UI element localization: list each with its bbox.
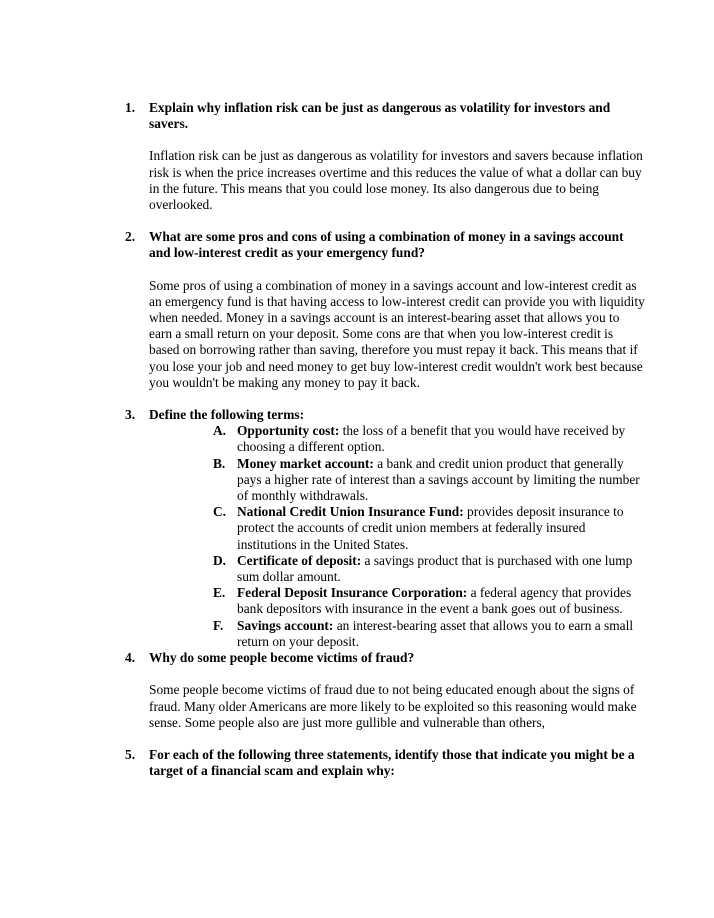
question-text: For each of the following three statements, identify those that indicate you might be a target of a financial scam and explain why: xyxy=(149,746,635,779)
term-item xyxy=(213,504,645,553)
term-letter: D. xyxy=(213,552,227,568)
question-4 xyxy=(125,650,645,731)
term-name: National Credit Union Insurance Fund: xyxy=(237,504,464,520)
term-letter: A. xyxy=(213,423,227,439)
question-2 xyxy=(125,229,645,391)
question-number: 2. xyxy=(125,229,136,245)
term-definition: provides deposit insurance to protect the accounts of credit union members at federally insured institutions in the United States. xyxy=(237,504,624,552)
term-letter: C. xyxy=(213,504,227,520)
term-name: Savings account: xyxy=(237,617,334,633)
question-text: Explain why inflation risk can be just as dangerous as volatility for investors and savers. xyxy=(149,100,611,132)
term-item xyxy=(213,456,645,505)
document-page xyxy=(125,100,645,779)
terms-list xyxy=(149,423,645,650)
question-5 xyxy=(125,747,645,779)
question-text: What are some pros and cons of using a combination of money in a savings account and low-interest credit as your emergency fund? xyxy=(149,229,624,261)
term-definition: the loss of a benefit that you would have received by choosing a different option. xyxy=(237,423,626,455)
term-name: Certificate of deposit: xyxy=(237,552,362,568)
term-name: Opportunity cost: xyxy=(237,423,340,439)
term-name: Money market account: xyxy=(237,455,374,471)
term-definition: a federal agency that provides bank depositors with insurance in the event a bank goes out of business. xyxy=(237,585,632,617)
question-3 xyxy=(125,407,645,650)
term-definition: a savings product that is purchased with one lump sum dollar amount. xyxy=(237,552,633,585)
term-item xyxy=(213,423,645,455)
question-text: Why do some people become victims of fraud? xyxy=(149,650,415,666)
term-definition: an interest-bearing asset that allows you to earn a small return on your deposit. xyxy=(237,617,634,649)
question-number: 3. xyxy=(125,407,136,423)
answer-text: Some people become victims of fraud due to not being educated enough about the signs of fraud. Many older Americans are more likely to be exploited so this reasoning would make sense. Some people also are just more gullible and vulnerable than others, xyxy=(149,682,637,730)
question-number: 4. xyxy=(125,650,136,666)
term-item xyxy=(213,618,645,650)
term-name: Federal Deposit Insurance Corporation: xyxy=(237,585,468,601)
term-item xyxy=(213,553,645,585)
question-text: Define the following terms: xyxy=(149,407,305,423)
term-definition: a bank and credit union product that generally pays a higher rate of interest than a savings account by limiting the number of monthly withdrawals. xyxy=(237,455,640,504)
term-letter: B. xyxy=(213,455,226,471)
question-1 xyxy=(125,100,645,213)
term-letter: F. xyxy=(213,617,224,633)
question-number: 1. xyxy=(125,100,136,115)
answer-text: Some pros of using a combination of money in a savings account and low-interest credit as an emergency fund is that having access to low-interest credit can provide you with liquidity when needed. Money in a savings account is an interest-bearing asset that allows you to earn a small return on your deposit. Some cons are that when you low-interest credit is based on borrowing rather than saving, therefore you must repay it back. This means that if you lose your job and need money to get buy low-interest credit wouldn't work best because you wouldn't be making any money to pay it back. xyxy=(149,277,645,390)
answer-text: Inflation risk can be just as dangerous as volatility for investors and savers because inflation risk is when the price increases overtime and this reduces the value of what a dollar can buy in the future. This means that you could lose money. Its also dangerous due to being overlooked. xyxy=(149,148,643,213)
term-letter: E. xyxy=(213,585,226,601)
term-item xyxy=(213,585,645,617)
question-number: 5. xyxy=(125,746,136,762)
